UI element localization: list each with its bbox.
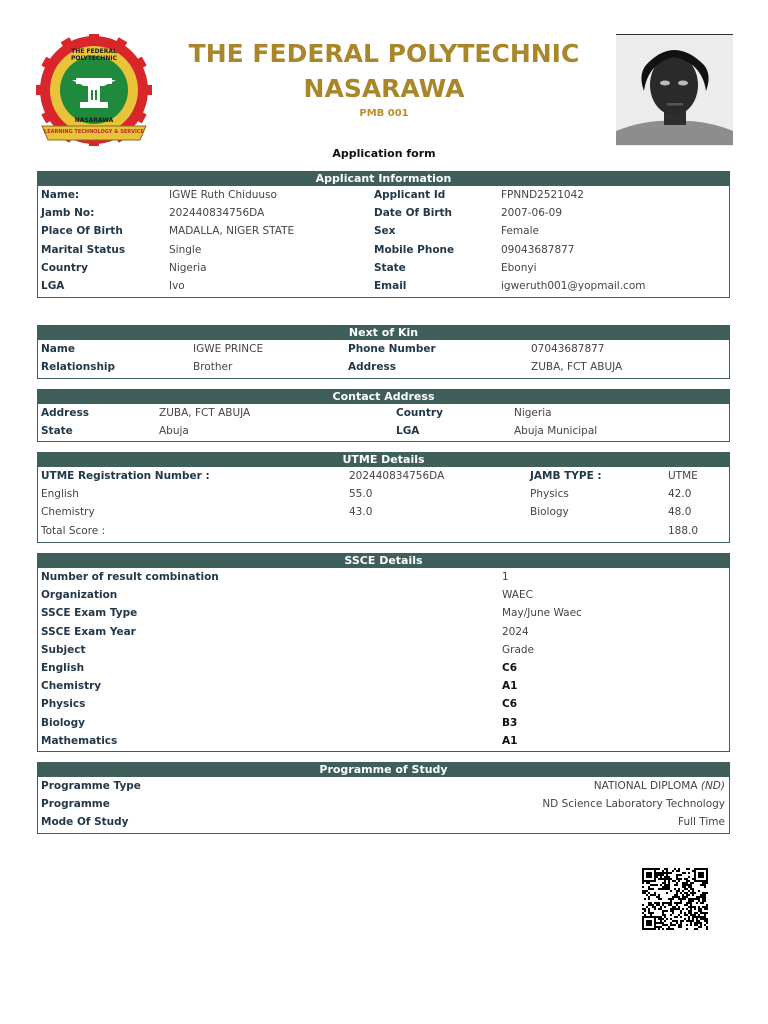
mode-of-study-value: Full Time [678,816,725,829]
field-label: Date Of Birth [374,207,453,220]
subject-score: 42.0 [668,488,692,501]
section-heading: Applicant Information [38,172,729,186]
ssce-value: May/June Waec [502,607,582,620]
ssce-label: Mathematics [41,734,118,747]
field-value: Ebonyi [501,261,537,274]
logo-top-text: THE FEDERAL POLYTECHNIC [70,48,117,62]
field-value: IGWE Ruth Chiduuso [169,189,277,201]
ssce-row [38,568,729,586]
utme-details-section [37,452,730,543]
utme-score-row [38,485,729,503]
logo-motto: LEARNING TECHNOLOGY & SERVICE [44,129,144,135]
field-label: Relationship [41,361,116,374]
jamb-type-label: JAMB TYPE : [530,470,602,482]
logo-bottom-text: NASARAWA [74,117,114,124]
subject-score: 48.0 [668,506,692,519]
field-label: Place Of Birth [41,225,123,238]
jamb-type-value: UTME [668,470,698,482]
applicant-information-section [37,171,730,298]
ssce-value: 1 [502,571,509,583]
ssce-label: Number of result combination [41,571,219,583]
field-label: Name: [41,189,80,201]
ssce-label: SSCE Exam Type [41,607,138,620]
field-label: Jamb No: [41,207,95,220]
info-row [38,404,729,422]
info-row [38,186,729,204]
form-title: Application form [332,147,436,160]
field-label: Name [41,343,75,355]
ssce-label: Biology [41,716,85,729]
subject-score: 43.0 [349,506,373,519]
field-value: ZUBA, FCT ABUJA [159,407,251,419]
ssce-label: English [41,661,85,674]
field-value: 2007-06-09 [501,207,563,220]
ssce-value: C6 [502,698,518,711]
programme-type-value [594,777,725,795]
field-label: Sex [374,225,396,238]
field-value: MADALLA, NIGER STATE [169,225,295,238]
ssce-value: A1 [502,734,518,747]
info-row [38,204,729,222]
programme-label: Programme [41,798,110,811]
programme-value: ND Science Laboratory Technology [542,798,725,811]
pmb-text: PMB 001 [359,108,409,119]
field-value: Nigeria [169,261,207,274]
qr-code [642,868,708,930]
ssce-row [38,732,729,750]
total-score-label: Total Score : [41,524,106,537]
contact-address-section [37,389,730,442]
programme-type-text: NATIONAL DIPLOMA [593,780,698,792]
info-row [38,340,729,358]
utme-reg-value: 202440834756DA [349,470,445,482]
field-label: LGA [41,279,65,292]
field-value: igweruth001@yopmail.com [501,279,646,292]
ssce-label: Chemistry [41,680,102,693]
utme-total-row [38,522,729,540]
field-value: Abuja [159,425,189,438]
ssce-row [38,659,729,677]
ssce-row [38,641,729,659]
ssce-details-section [37,553,730,752]
ssce-row [38,604,729,622]
section-heading: Programme of Study [38,763,729,777]
field-label: Phone Number [348,343,436,355]
field-value: Nigeria [514,407,552,419]
total-score-value: 188.0 [668,524,699,537]
programme-type-row [38,777,729,795]
section-heading: SSCE Details [38,554,729,568]
section-heading: UTME Details [38,453,729,467]
field-value: 07043687877 [531,343,605,355]
institution-title-line1: THE FEDERAL POLYTECHNIC [188,39,580,68]
subject-name: Biology [530,506,569,519]
ssce-label: Organization [41,589,118,602]
field-value: Brother [193,361,233,374]
ssce-row [38,677,729,695]
field-value: 09043687877 [501,243,575,256]
ssce-row [38,714,729,732]
field-label: Address [348,361,396,374]
info-row [38,422,729,440]
field-value: Ivo [169,279,185,292]
field-value: Abuja Municipal [514,425,598,438]
field-value: Single [169,243,202,256]
subject-name: Physics [530,488,569,501]
field-label: LGA [396,425,420,438]
ssce-value: 2024 [502,625,529,638]
info-row [38,241,729,259]
field-value: Female [501,225,539,238]
utme-score-row [38,503,729,521]
subject-score: 55.0 [349,488,373,501]
mode-of-study-label: Mode Of Study [41,816,129,829]
field-value: 202440834756DA [169,207,265,220]
section-heading: Next of Kin [38,326,729,340]
info-row [38,222,729,240]
field-value: IGWE PRINCE [193,343,264,355]
subject-name: English [41,488,79,501]
ssce-label: Subject [41,643,86,656]
applicant-photo [616,34,733,146]
programme-of-study-section [37,762,730,834]
info-row [38,259,729,277]
field-label: Address [41,407,89,419]
field-value: ZUBA, FCT ABUJA [531,361,623,374]
field-value: FPNND2521042 [501,189,584,201]
field-label: Mobile Phone [374,243,455,256]
ssce-row [38,586,729,604]
field-label: Country [396,407,443,419]
utme-reg-label: UTME Registration Number : [41,470,210,482]
section-heading: Contact Address [38,390,729,404]
info-row [38,358,729,376]
field-label: Applicant Id [374,189,446,201]
ssce-value: B3 [502,716,518,729]
field-label: Country [41,261,88,274]
programme-row [38,795,729,813]
ssce-label: Physics [41,698,86,711]
institution-title-line2: NASARAWA [303,74,465,103]
info-row [38,277,729,295]
field-label: State [41,425,73,438]
ssce-value: Grade [502,643,535,656]
ssce-row [38,623,729,641]
institution-logo [36,34,152,146]
ssce-value: A1 [502,680,518,693]
programme-type-label: Programme Type [41,780,141,792]
ssce-value: WAEC [502,589,533,602]
ssce-row [38,695,729,713]
utme-registration-row [38,467,729,485]
ssce-label: SSCE Exam Year [41,625,136,638]
field-label: Marital Status [41,243,126,256]
programme-type-abbr: (ND) [700,780,725,792]
field-label: Email [374,279,407,292]
field-label: State [374,261,406,274]
next-of-kin-section [37,325,730,379]
subject-name: Chemistry [41,506,95,519]
mode-of-study-row [38,813,729,831]
ssce-value: C6 [502,661,518,674]
